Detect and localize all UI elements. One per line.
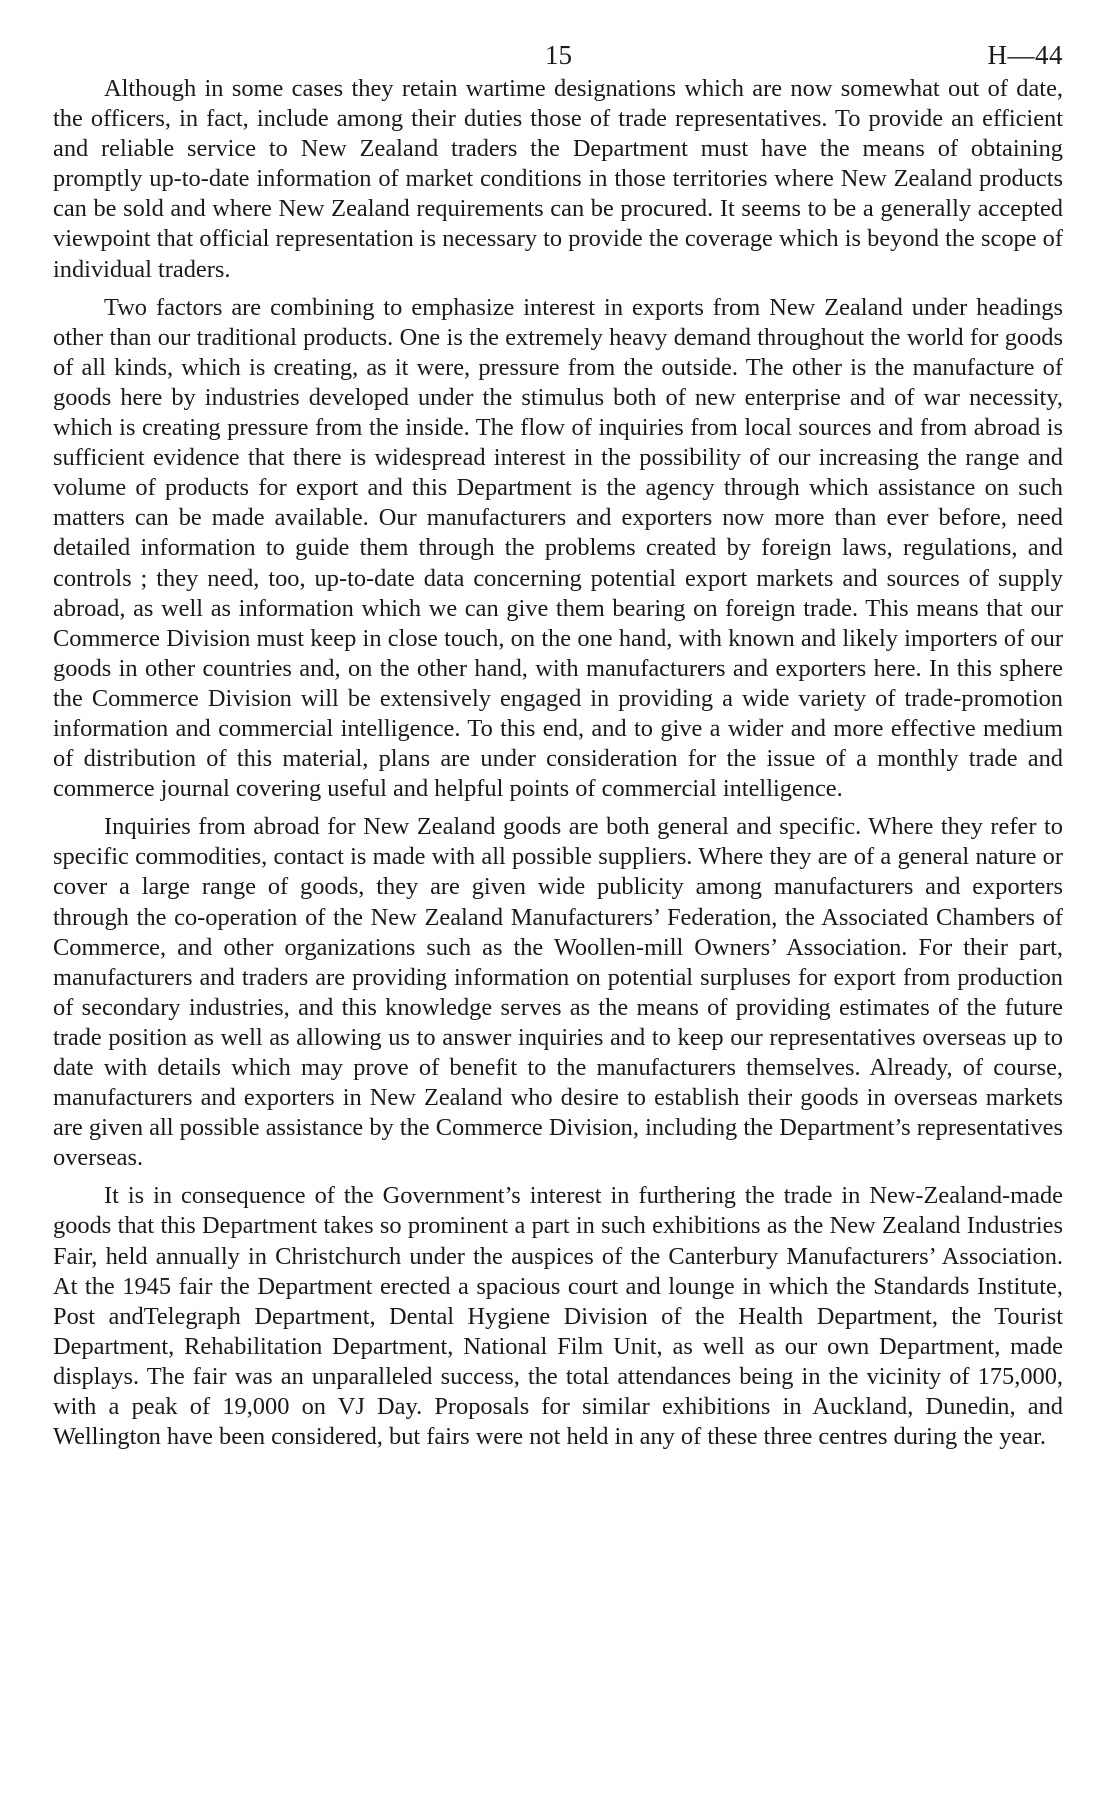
page-header [53, 0, 1063, 74]
document-page [53, 0, 1063, 1460]
paragraph-industries-fair: It is in consequence of the Government’s interest in furthering the trade in New-Zealand-made goods that this Department takes so prominent a part in such exhibitions as the New Zealand Industries Fair, held annually in Christchurch under the auspices of the Canterbury Manufacturers’ Association. At the 1945 fair the Department erected a spacious court and lounge in which the Standards Institute, Post andTelegraph Department, Dental Hygiene Division of the Health Department, the Tourist Department, Rehabilitation Department, National Film Unit, as well as our own Department, made displays. The fair was an unparalleled success, the total attendances being in the vicinity of 175,000, with a peak of 19,000 on VJ Day. Proposals for similar exhibitions in Auckland, Dunedin, and Wellington have been considered, but fairs were not held in any of these three centres during the year. [53, 1182, 1063, 1451]
paragraph-inquiries-abroad: Inquiries from abroad for New Zealand goods are both general and specific. Where they refer to specific commodities, contact is made with all possible suppliers. Where they are of a general nature or cover a large range of goods, they are given wide publicity among manufacturers and exporters through the co-operation of the New Zealand Manufacturers’ Federation, the Associated Chambers of Commerce, and other organizations such as the Woollen-mill Owners’ Association. For their part, manufacturers and traders are providing information on potential surpluses for export from production of secondary industries, and this knowledge serves as the means of providing estimates of the future trade position as well as allowing us to answer inquiries and to keep our representatives overseas up to date with details which may prove of benefit to the manufacturers themselves. Already, of course, manufacturers and exporters in New Zealand who desire to establish their goods in overseas markets are given all possible assistance by the Commerce Division, including the Department’s representatives overseas. [53, 813, 1063, 1172]
page-number: 15 [545, 40, 572, 70]
paragraph-export-interest: Two factors are combining to emphasize interest in exports from New Zealand under headings other than our traditional products. One is the extremely heavy demand throughout the world for goods of all kinds, which is creating, as it were, pressure from the outside. The other is the manufacture of goods here by industries developed under the stimulus both of new enterprise and of war necessity, which is creating pressure from the inside. The flow of inquiries from local sources and from abroad is sufficient evidence that there is widespread interest in the possibility of our increasing the range and volume of products for export and this Department is the agency through which assistance on such matters can be made available. Our manufacturers and exporters now more than ever before, need detailed information to guide them through the problems created by foreign laws, regulations, and controls ; they need, too, up-to-date data concerning potential export markets and sources of supply abroad, as well as information which we can give them bearing on foreign trade. This means that our Commerce Division must keep in close touch, on the one hand, with known and likely importers of our goods in other countries and, on the other hand, with manufacturers and exporters here. In this sphere the Commerce Division will be extensively engaged in providing a wide variety of trade-promotion information and commercial intelligence. To this end, and to give a wider and more effective medium of distribution of this material, plans are under consideration for the issue of a monthly trade and commerce journal covering useful and helpful points of commercial intelligence. [53, 293, 1063, 803]
document-reference: H—44 [987, 40, 1063, 70]
paragraph-trade-representatives: Although in some cases they retain wartime designations which are now somewhat out of date, the officers, in fact, include among their duties those of trade representatives. To provide an efficient and reliable service to New Zealand traders the Department must have the means of obtaining promptly up-to-date information of market conditions in those territories where New Zealand products can be sold and where New Zealand requirements can be procured. It seems to be a generally accepted viewpoint that official representation is necessary to provide the coverage which is beyond the scope of individual traders. [53, 75, 1063, 283]
body-text [53, 74, 1063, 1452]
